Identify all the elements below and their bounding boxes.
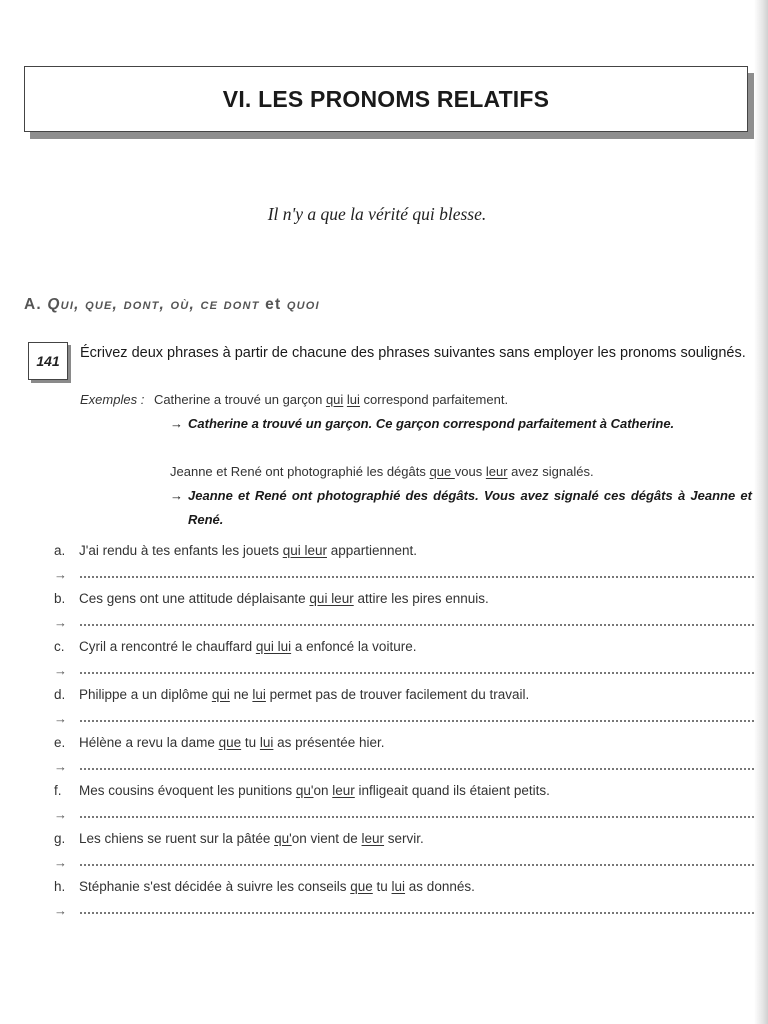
item-letter: g. bbox=[54, 831, 66, 846]
item-underlined-1: qui lui bbox=[255, 639, 292, 654]
item-before: Hélène a revu la dame bbox=[79, 735, 219, 750]
item-before: J'ai rendu à tes enfants les jouets bbox=[79, 543, 283, 558]
item-before: Mes cousins évoquent les punitions bbox=[79, 783, 296, 798]
item-letter: c. bbox=[54, 639, 65, 654]
item-underlined-1: qui leur bbox=[309, 591, 354, 606]
dotted-answer-field[interactable] bbox=[80, 912, 754, 914]
item-mid: tu bbox=[241, 735, 260, 750]
item-before: Stéphanie s'est décidée à suivre les conseils bbox=[79, 879, 351, 894]
item-sentence bbox=[79, 591, 489, 606]
item-sentence bbox=[79, 783, 550, 798]
item-underlined-2: leur bbox=[332, 783, 355, 798]
example-1-before: Catherine a trouvé un garçon bbox=[153, 392, 326, 407]
item-underlined-1: qu' bbox=[295, 783, 314, 798]
item-after: appartiennent. bbox=[326, 543, 418, 558]
dotted-answer-field[interactable] bbox=[80, 816, 754, 818]
example-1-sentence bbox=[80, 389, 508, 411]
exercise-number: 141 bbox=[28, 342, 68, 380]
example-2-mid: vous bbox=[454, 464, 486, 479]
item-after: attire les pires ennuis. bbox=[353, 591, 489, 606]
item-underlined-1: qui leur bbox=[282, 543, 327, 558]
item-after: servir. bbox=[384, 831, 424, 846]
item-letter: b. bbox=[54, 591, 66, 606]
item-underlined-1: qu' bbox=[274, 831, 292, 846]
section-heading: A. Qui, que, dont, où, ce dont et quoi bbox=[24, 296, 320, 313]
item-before: Cyril a rencontré le chauffard bbox=[79, 639, 256, 654]
arrow-icon: → bbox=[54, 855, 67, 870]
item-before: Philippe a un diplôme bbox=[79, 687, 212, 702]
section-word-ce-dont: ce dont bbox=[200, 296, 260, 313]
example-2-before: Jeanne et René ont photographié les dégâts bbox=[170, 464, 430, 479]
dotted-answer-field[interactable] bbox=[80, 672, 754, 674]
item-sentence bbox=[79, 879, 475, 894]
item-sentence bbox=[79, 831, 424, 846]
epigraph: Il n'y a que la vérité qui blesse. bbox=[267, 204, 487, 224]
section-conj: et bbox=[265, 296, 282, 313]
item-after: infligeait quand ils étaient petits. bbox=[354, 783, 550, 798]
item-before: Les chiens se ruent sur la pâtée bbox=[79, 831, 275, 846]
arrow-icon: → bbox=[54, 567, 67, 582]
arrow-icon: → bbox=[54, 903, 67, 918]
arrow-icon: → bbox=[170, 488, 183, 503]
chapter-title: VI. LES PRONOMS RELATIFS bbox=[222, 85, 550, 112]
section-word-que: que bbox=[85, 296, 113, 313]
item-sentence bbox=[79, 639, 416, 654]
example-2-after: avez signalés. bbox=[507, 464, 594, 479]
section-word-quoi: quoi bbox=[286, 296, 320, 313]
arrow-icon: → bbox=[54, 759, 67, 774]
item-after: a enfoncé la voiture. bbox=[291, 639, 417, 654]
section-prefix: A. bbox=[24, 296, 42, 313]
item-underlined-2: leur bbox=[361, 831, 385, 846]
item-after: as présentée hier. bbox=[273, 735, 385, 750]
example-1-after: correspond parfaitement. bbox=[359, 392, 509, 407]
example-1-answer-text: Catherine a trouvé un garçon. Ce garçon correspond parfaitement à Catherine. bbox=[188, 416, 675, 431]
item-letter: d. bbox=[54, 687, 66, 702]
item-mid: tu bbox=[372, 879, 392, 894]
item-before: Ces gens ont une attitude déplaisante bbox=[79, 591, 310, 606]
item-underlined-2: lui bbox=[391, 879, 406, 894]
item-letter: a. bbox=[54, 543, 66, 558]
example-2-answer-text: Jeanne et René ont photographié des dégâts. Vous avez signalé ces dégâts à Jeanne et René. bbox=[188, 488, 752, 527]
section-word-qui: Qui bbox=[47, 296, 75, 313]
example-1-underlined-1: qui bbox=[325, 392, 344, 407]
item-letter: h. bbox=[54, 879, 66, 894]
item-letter: f. bbox=[54, 783, 62, 798]
item-sentence bbox=[79, 735, 384, 750]
item-letter: e. bbox=[54, 735, 66, 750]
page-edge-shadow bbox=[754, 0, 768, 1024]
item-underlined-1: que bbox=[350, 879, 373, 894]
example-2-sentence bbox=[170, 461, 594, 483]
item-underlined-2: lui bbox=[252, 687, 266, 702]
item-sentence bbox=[79, 543, 417, 558]
arrow-icon: → bbox=[54, 807, 67, 822]
arrow-icon: → bbox=[170, 416, 183, 431]
exercise-instruction: Écrivez deux phrases à partir de chacune des phrases suivantes sans employer les pronoms soulignés. bbox=[80, 345, 746, 361]
example-2-underlined-2: leur bbox=[485, 464, 508, 479]
item-after: permet pas de trouver facilement du travail. bbox=[265, 687, 530, 702]
arrow-icon: → bbox=[54, 615, 67, 630]
examples-label: Exemples : bbox=[80, 392, 145, 407]
item-after: as donnés. bbox=[405, 879, 475, 894]
section-word-dont: dont bbox=[123, 296, 160, 313]
arrow-icon: → bbox=[54, 663, 67, 678]
item-underlined-1: que bbox=[218, 735, 242, 750]
dotted-answer-field[interactable] bbox=[80, 864, 754, 866]
arrow-icon: → bbox=[54, 711, 67, 726]
dotted-answer-field[interactable] bbox=[80, 720, 754, 722]
section-word-ou: où bbox=[170, 296, 190, 313]
chapter-title-box bbox=[24, 66, 748, 132]
item-mid: on vient de bbox=[291, 831, 362, 846]
item-underlined-1: qui bbox=[211, 687, 230, 702]
item-mid: on bbox=[313, 783, 333, 798]
example-2-underlined-1: que bbox=[429, 464, 455, 479]
dotted-answer-field[interactable] bbox=[80, 768, 754, 770]
item-sentence bbox=[79, 687, 529, 702]
dotted-answer-field[interactable] bbox=[80, 576, 754, 578]
dotted-answer-field[interactable] bbox=[80, 624, 754, 626]
example-1-underlined-2: lui bbox=[346, 392, 360, 407]
item-mid: ne bbox=[229, 687, 253, 702]
example-1-answer bbox=[170, 412, 752, 436]
example-2-answer bbox=[170, 484, 752, 532]
item-underlined-2: lui bbox=[259, 735, 274, 750]
